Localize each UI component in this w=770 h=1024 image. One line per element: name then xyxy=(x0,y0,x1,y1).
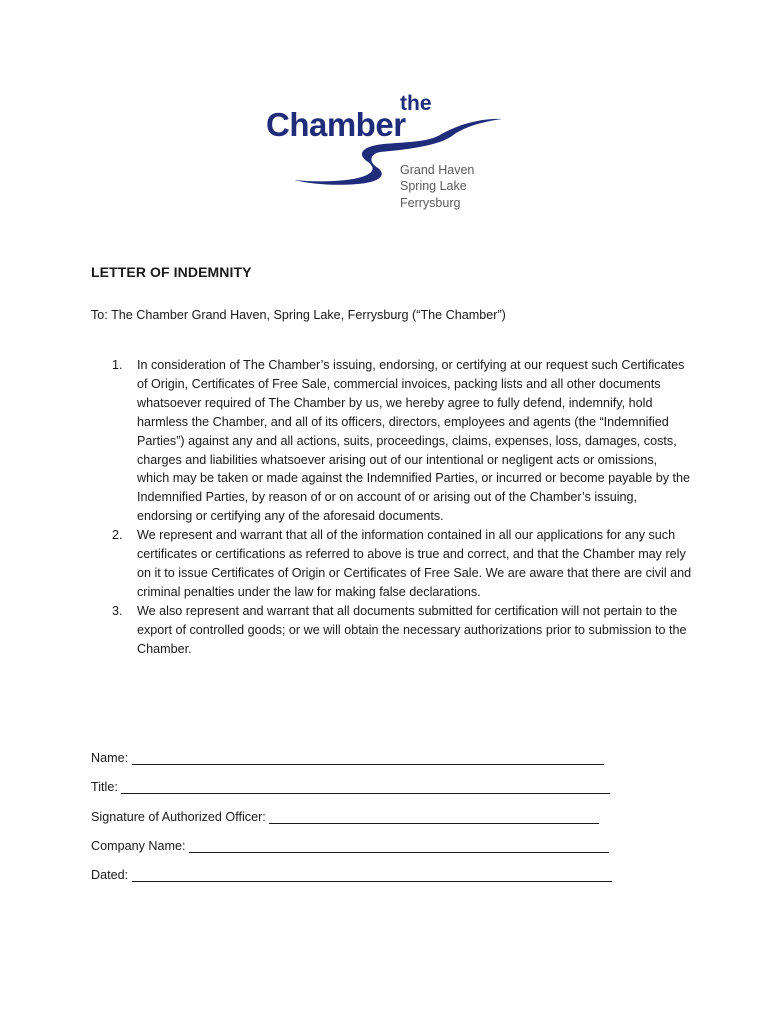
clause-text: In consideration of The Chamber’s issuing, endorsing, or certifying at our request such Certificates of Origin, Certificates of Free Sale, commercial invoices, packing lists and all other documents whatsoever required of The Chamber by us, we hereby agree to fully defend, indemnify, hold harmless the Chamber, and all of its officers, directors, employees and agents (the “Indemnified Parties”) against any and all actions, suits, proceedings, claims, expenses, loss, damages, costs, charges and liabilities whatsoever arising out of our intentional or negligent acts or omissions, which may be taken or made against the Indemnified Parties, or incurred or become payable by the Indemnified Parties, by reason of or on account of or arising out of the Chamber’s issuing, endorsing or certifying any of the aforesaid documents. xyxy=(137,358,691,524)
document-title: LETTER OF INDEMNITY xyxy=(91,264,252,280)
signature-block xyxy=(91,737,651,883)
clause-item xyxy=(112,526,692,602)
company-label: Company Name: xyxy=(91,838,189,853)
name-label: Name: xyxy=(91,751,132,766)
logo-location-3: Ferrysburg xyxy=(400,196,461,210)
clause-list xyxy=(112,356,692,659)
dated-field xyxy=(91,854,651,883)
name-field xyxy=(91,737,651,766)
title-label: Title: xyxy=(91,780,122,795)
title-line[interactable] xyxy=(121,780,610,794)
addressee-line: To: The Chamber Grand Haven, Spring Lake, Ferrysburg (“The Chamber”) xyxy=(91,308,506,322)
name-line[interactable] xyxy=(132,751,604,765)
clause-number: 3. xyxy=(112,603,123,618)
company-field xyxy=(91,825,651,854)
dated-label: Dated: xyxy=(91,867,132,882)
title-field xyxy=(91,766,651,795)
clause-text: We also represent and warrant that all documents submitted for certification will not pertain to the export of controlled goods; or we will obtain the necessary authorizations prior to submission to the Chamber. xyxy=(137,603,687,656)
chamber-logo xyxy=(262,88,508,214)
dated-line[interactable] xyxy=(132,868,612,882)
logo-word-chamber: Chamber xyxy=(266,106,406,143)
signature-field xyxy=(91,795,651,824)
signature-line[interactable] xyxy=(269,810,599,824)
signature-label: Signature of Authorized Officer: xyxy=(91,809,270,824)
logo-location-2: Spring Lake xyxy=(400,179,467,193)
clause-item xyxy=(112,602,692,659)
clause-text: We represent and warrant that all of the information contained in all our applications for any such certificates or certifications as referred to above is true and correct, and that the Chamber may rely on it to issue Certificates of Origin or Certificates of Free Sale. We are aware that there are civil and criminal penalties under the law for making false declarations. xyxy=(137,528,692,599)
logo-location-1: Grand Haven xyxy=(400,163,475,177)
clause-number: 2. xyxy=(112,528,123,543)
logo-word-the: the xyxy=(400,92,432,115)
chamber-logo-graphic xyxy=(262,88,508,214)
company-line[interactable] xyxy=(189,839,609,853)
clause-item xyxy=(112,356,692,526)
clause-number: 1. xyxy=(112,358,123,372)
